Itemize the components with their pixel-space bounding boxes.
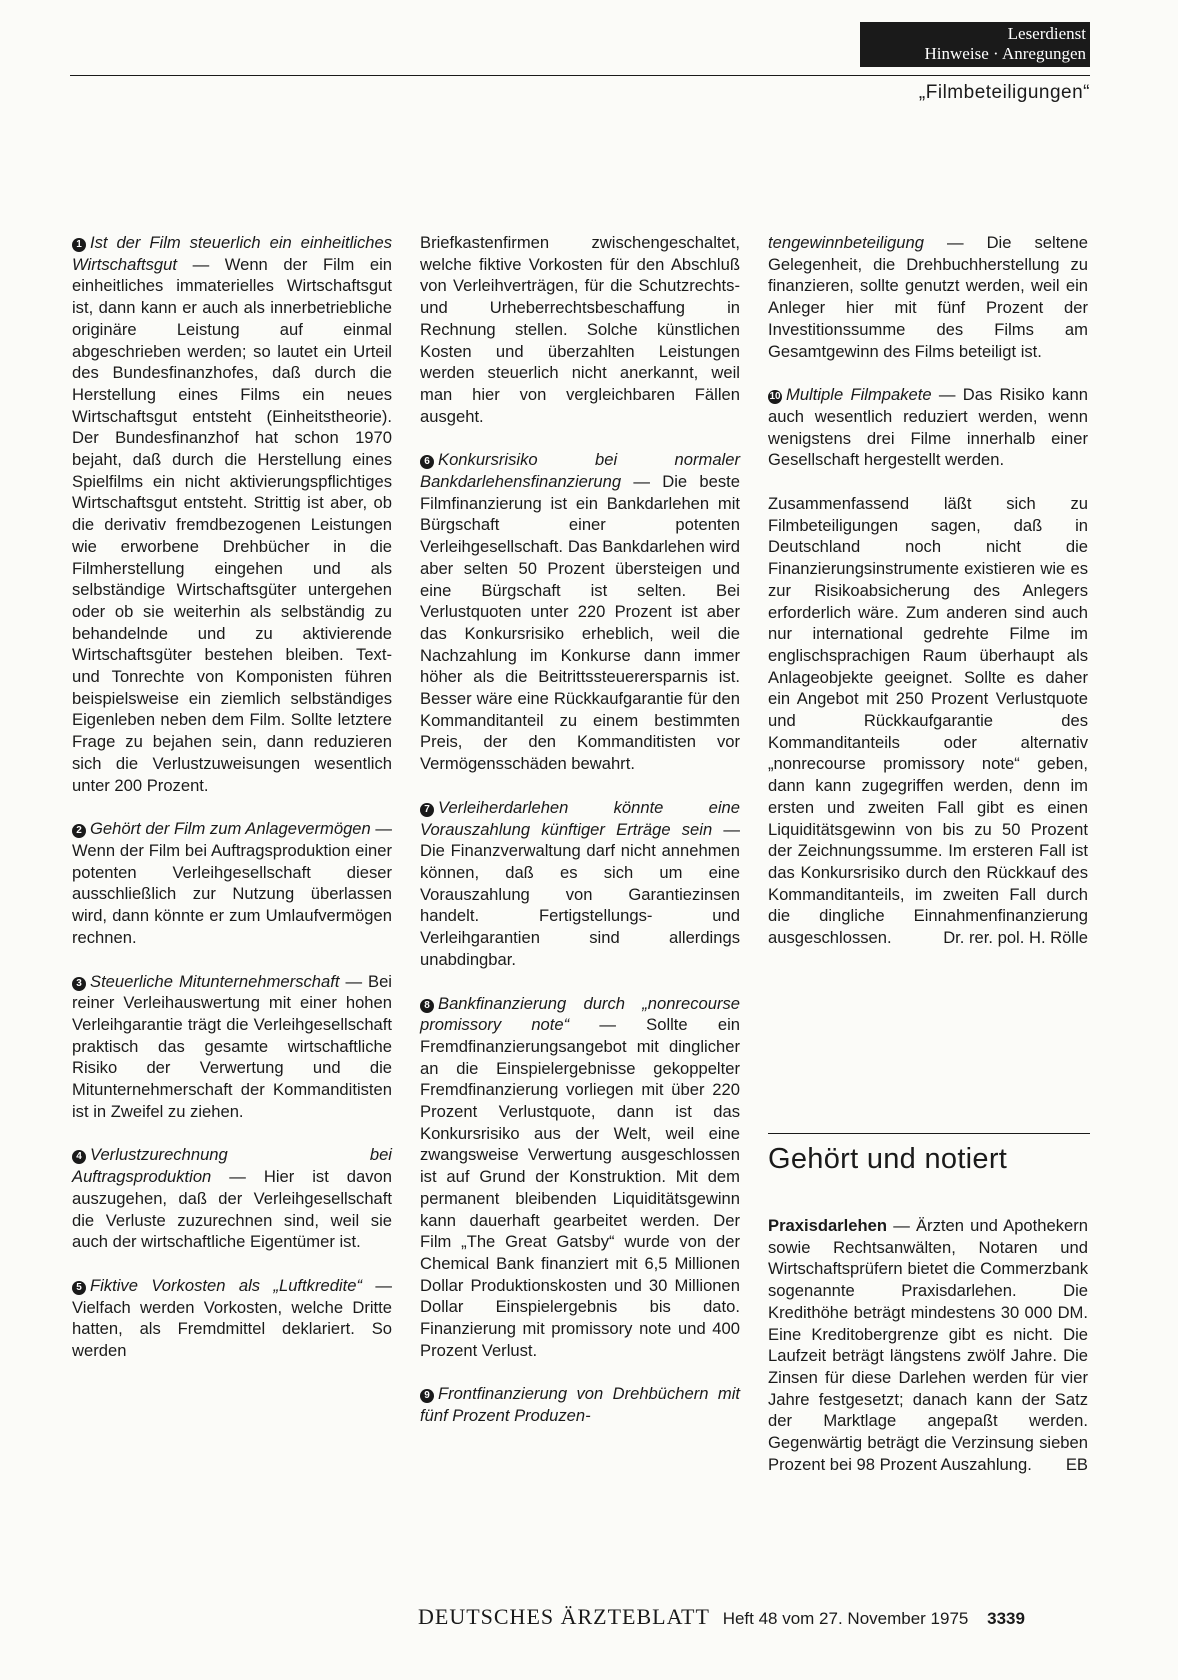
column-1: [72, 232, 392, 1384]
item-4-number: 4: [72, 1150, 86, 1164]
item-5-number: 5: [72, 1281, 86, 1295]
summary-paragraph: [768, 493, 1088, 949]
notiert-text: — Ärzten und Apothekern sowie Rechtsanwälten, Notaren und Wirtschaftsprüfern bietet die Commerzbank sogenannte Praxisdarlehen. Die Kredithöhe beträgt mindestens 30 000 DM. Eine Kreditobergrenze gibt es nicht. Die Laufzeit beträgt längstens zwölf Jahre. Die Zinsen für diese Darlehen werden für vier Jahre festgesetzt; danach kann der Satz der Marktlage angepaßt werden. Gegenwärtig beträgt die Verzinsung sieben Prozent bei 98 Prozent Auszahlung.: [768, 1216, 1088, 1474]
notiert-signature: EB: [1065, 1454, 1088, 1474]
item-9-number: 9: [420, 1389, 434, 1403]
section-label: [860, 22, 1090, 67]
item-10-text: — Das Risiko kann auch wesentlich reduziert werden, wenn wenigstens drei Filme innerhalb einer Gesellschaft hergestellt werden.: [768, 385, 1088, 470]
item-6-number: 6: [420, 455, 434, 469]
item-7-text: — Die Finanzverwaltung darf nicht annehmen können, daß es sich um eine Vorauszahlung von Garantiezinsen handelt. Fertigstellungs- und Verleihgarantien sind allerdings unabdingbar.: [420, 819, 740, 969]
item-1-number: 1: [72, 238, 86, 252]
item-8-number: 8: [420, 999, 434, 1013]
item-9-heading-continued: tengewinnbeteiligung: [768, 233, 924, 252]
summary-text: Zusammenfassend läßt sich zu Filmbeteiligungen sagen, daß in Deutschland noch nicht die Finanzierungsinstrumente existieren wie es zur Risikoabsicherung des Anlegers erforderlich wäre. Zum anderen sind auch nur international gedrehte Filme im englischsprachigen Raum überhaupt als Anlageobjekte geeignet. Sollte es daher ein Angebot mit 250 Prozent Verlustquote und Rückkaufgarantie des Kommanditanteils oder alternativ „nonrecourse promissory note“ geben, dann kann zugegriffen werden, denn im ersten und zweiten Fall gibt es einen Liquiditätsgewinn von bis zu 50 Prozent der Zeichnungssumme. Im ersteren Fall ist das Konkursrisiko durch den Rückkauf des Kommanditanteils, im zweiten Fall durch die dingliche Einnahmenfinanzierung ausgeschlossen.: [768, 494, 1088, 948]
item-4-heading: Verlustzurechnung bei Auftragsproduktion: [72, 1145, 392, 1187]
item-9: [420, 1383, 740, 1426]
item-4-text: — Hier ist davon auszugehen, daß der Verleihgesellschaft die Verluste zuzurechnen sind, weil sie auch der wirtschaftliche Eigentümer ist.: [72, 1167, 392, 1252]
item-6-text: — Die beste Filmfinanzierung ist ein Bankdarlehen mit Bürgschaft einer potenten Verleihgesellschaft. Das Bankdarlehen wird aber selten 50 Prozent übersteigen und eine Bürgschaft ist selten. Bei Verlustquoten unter 220 Prozent ist aber das Konkursrisiko erheblich, weil die Nachzahlung im Konkurse dann immer höher als die Beitrittssteuerersparnis ist. Besser wäre eine Rückkaufgarantie für den Kommanditanteil zu einem bestimmten Preis, der den Kommanditisten vor Vermögensschäden bewahrt.: [420, 472, 740, 774]
item-9-text: — Die seltene Gelegenheit, die Drehbuchherstellung zu finanzieren, sollte genutzt werden, weil ein Anleger hier mit fünf Prozent der Investitionssumme des Films am Gesamtgewinn des Films beteiligt ist.: [768, 233, 1088, 361]
item-10-heading: Multiple Filmpakete: [786, 385, 932, 405]
item-10-number: 10: [769, 391, 781, 403]
item-7-number: 7: [420, 803, 434, 817]
notiert-heading: Gehört und notiert: [768, 1143, 1008, 1175]
notiert-lead: Praxisdarlehen: [768, 1216, 887, 1235]
item-1: [72, 232, 392, 796]
issue-info: Heft 48 vom 27. November 1975: [722, 1609, 969, 1628]
item-3-heading: Steuerliche Mitunternehmerschaft: [90, 971, 340, 991]
item-7-heading: Verleiherdarlehen könnte eine Vorauszahlung künftiger Erträge sein: [420, 797, 740, 839]
box-rule: [768, 1133, 1090, 1134]
notiert-paragraph: [768, 1215, 1088, 1475]
item-1-text: — Wenn der Film ein einheitliches immaterielles Wirtschaftsgut ist, dann kann er auch als innerbetriebliche originäre Leistung auf einmal abgeschrieben werden; so lautet ein Urteil des Bundesfinanzhofes, daß durch die Herstellung eines Films ein neues Wirtschaftsgut entsteht (Einheitstheorie). Der Bundesfinanzhof hat schon 1970 bejaht, daß durch die Herstellung eines Spielfilms ein nicht aktivierungspflichtiges Wirtschaftsgut entsteht. Strittig ist aber, ob die derivativ fremdbezogenen Leistungen wie erworbene Drehbücher in die Filmherstellung eingehen und als selbständige Wirtschaftsgüter untergehen oder ob sie weiterhin als selbständig zu behandelnde und zu aktivierende Wirtschaftsgüter bestehen bleiben. Text- und Tonrechte von Komponisten führen beispielsweise ein ziemlich selbständiges Eigenleben neben dem Film. Sollte letztere Frage zu bejahen sein, dann reduzieren sich die Verlustzuweisungen wesentlich unter 200 Prozent.: [72, 254, 392, 795]
item-2-text: — Wenn der Film bei Auftragsproduktion einer potenten Verleihgesellschaft dieser ausschließlich zur Nutzung überlassen wird, dann könnte er zum Umlaufvermögen rechnen.: [72, 819, 392, 947]
item-5-heading: Fiktive Vorkosten als „Luftkredite“: [90, 1275, 362, 1295]
item-3-number: 3: [72, 977, 86, 991]
item-2-heading: Gehört der Film zum Anlagevermögen: [90, 819, 371, 839]
item-5-text: — Vielfach werden Vorkosten, welche Dritte hatten, als Fremdmittel deklariert. So werden: [72, 1275, 392, 1361]
item-8-text: — Sollte ein Fremdfinanzierungsangebot mit dinglicher an die Einspielergebnisse gekoppelter Fremdfinanzierung vorliegen mit über 220 Prozent Verlustquote, dann ist das Konkursrisiko aus der Welt, weil eine zwangsweise Verwertung ausgeschlossen ist auf Grund der Konstruktion. Mit dem permanent bleibenden Liquiditätsgewinn kann dauerhaft gearbeitet werden. Der Film „The Great Gatsby“ wurde von der Chemical Bank finanziert mit 6,5 Millionen Dollar Produktionskosten und 30 Millionen Dollar Einspielergebnis bis dato. Finanzierung mit promissory note und 400 Prozent Verlust.: [420, 1015, 740, 1360]
item-5-continued: Briefkastenfirmen zwischengeschaltet, welche fiktive Vorkosten für den Abschluß von Verleihverträgen, für die Schutzrechts- und Urheberrechtsbeschaffung in Rechnung stellen. Solche künstlichen Kosten und überzahlten Leistungen werden steuerlich nicht anerkannt, weil man hier von vergleichbaren Fällen ausgeht.: [420, 233, 740, 426]
item-8: [420, 993, 740, 1362]
item-6-heading: Konkursrisiko bei normaler Bankdarlehensfinanzierung: [420, 450, 740, 492]
author-signature: Dr. rer. pol. H. Rölle: [943, 928, 1088, 948]
item-2-number: 2: [72, 824, 86, 838]
section-label-line1: Leserdienst: [1007, 24, 1086, 43]
item-3-text: — Bei reiner Verleihauswertung mit einer hohen Verleihgarantie trägt die Verleihgesellschaft praktisch das gesamte wirtschaftliche Risiko der Verwertung und die Mitunternehmerschaft der Kommanditisten ist in Zweifel zu ziehen.: [72, 971, 392, 1121]
item-9-continued: [768, 232, 1088, 362]
item-6: [420, 449, 740, 775]
item-3: [72, 971, 392, 1123]
column-3: [768, 232, 1088, 971]
item-2: [72, 818, 392, 948]
item-5: [72, 1275, 392, 1362]
magazine-title: DEUTSCHES ÄRZTEBLATT: [418, 1604, 710, 1629]
item-4: [72, 1144, 392, 1253]
item-7: [420, 797, 740, 971]
item-10: [768, 384, 1088, 471]
page-number: 3339: [987, 1609, 1025, 1628]
article-topic: „Filmbeteiligungen“: [918, 82, 1090, 103]
column-2: [420, 232, 740, 1449]
item-9-heading: Frontfinanzierung von Drehbüchern mit fünf Prozent Produzen-: [420, 1384, 740, 1426]
item-1-heading: Ist der Film steuerlich ein einheitliches Wirtschaftsgut: [72, 233, 392, 274]
section-label-line2: Hinweise · Anregungen: [924, 44, 1086, 63]
item-8-heading: Bankfinanzierung durch „nonrecourse promissory note“: [420, 993, 740, 1035]
page-footer: [418, 1604, 1090, 1630]
header-rule: [70, 75, 1090, 76]
